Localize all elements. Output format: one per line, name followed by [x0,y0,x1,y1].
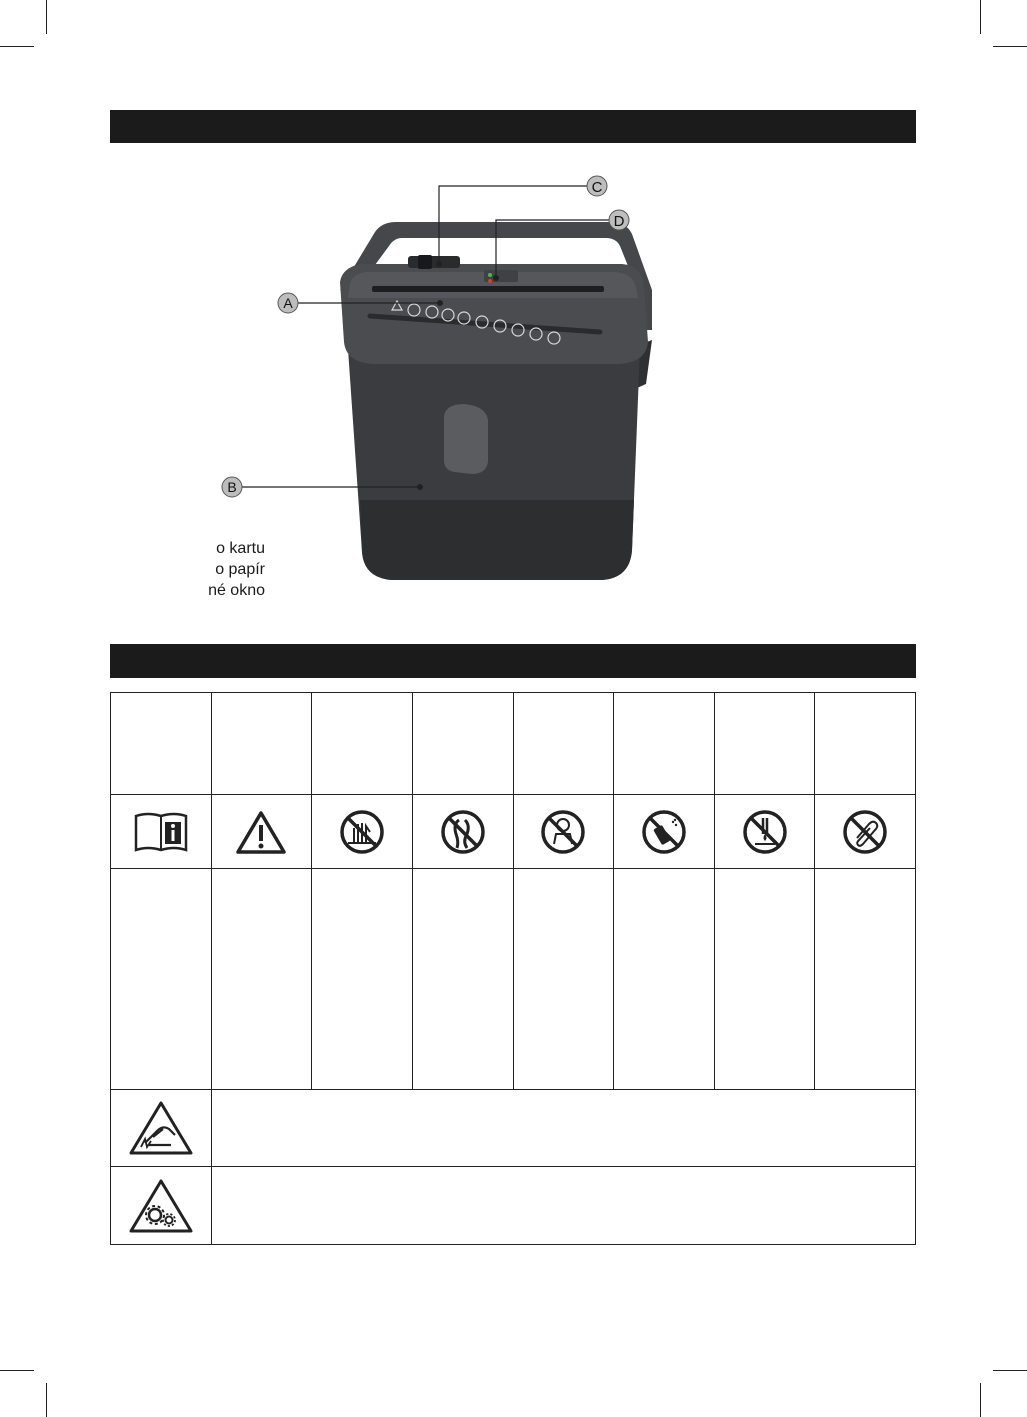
no-children-icon [513,795,614,869]
table-row [111,1090,916,1167]
no-hands-icon [312,795,413,869]
crop-mark [980,1383,981,1417]
svg-text:D: D [613,213,625,230]
section-header-bar [110,644,916,678]
table-row [111,693,916,795]
no-liquids-icon [714,795,815,869]
table-row [111,795,916,869]
svg-text:C: C [591,179,603,196]
crop-mark [0,1370,34,1371]
hand-cut-hazard-icon [111,1090,212,1167]
rotating-gears-hazard-icon [111,1167,212,1245]
safety-symbols-table [110,692,916,1245]
no-hair-icon [412,795,513,869]
callout-b [222,477,242,497]
table-row [111,869,916,1090]
svg-text:A: A [283,295,293,311]
callout-c [587,176,607,196]
table-row [111,1167,916,1245]
callout-d [609,210,629,230]
legend-line-paper: o papír [215,561,265,578]
no-aerosol-icon [614,795,715,869]
warning-icon [211,795,312,869]
shredder-diagram [0,0,1027,640]
legend-line-card: o kartu [216,540,265,557]
no-paper-clips-icon [815,795,916,869]
crop-mark [46,1383,47,1417]
callout-a [278,293,298,313]
svg-text:B: B [227,479,237,495]
manual-info-icon [111,795,212,869]
crop-mark [993,1370,1027,1371]
legend-line-window: né okno [208,582,265,599]
